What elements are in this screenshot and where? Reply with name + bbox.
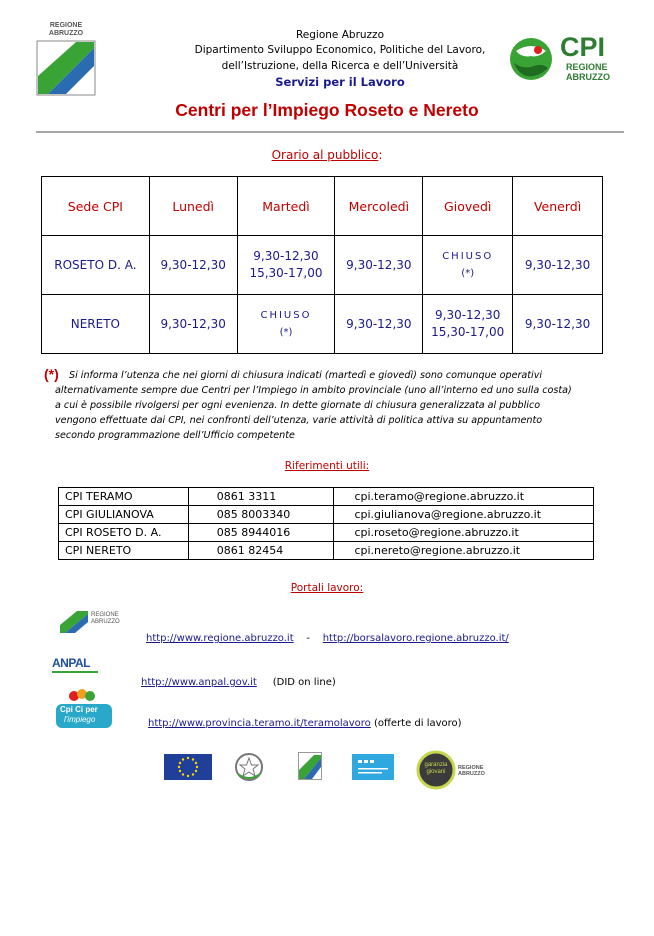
regione-badge-text: REGIONE ABRUZZO xyxy=(458,765,485,777)
contact-row xyxy=(59,506,594,524)
contact-phone: 0861 3311 xyxy=(188,488,334,506)
roseto-mercoledi: 9,30-12,30 xyxy=(335,236,423,295)
nereto-giovedi-morning: 9,30-12,30 xyxy=(435,308,501,322)
dept-line-1: Dipartimento Sviluppo Economico, Politiche del Lavoro, xyxy=(194,44,486,56)
contact-name: CPI ROSETO D. A. xyxy=(59,524,189,542)
nereto-martedi xyxy=(237,295,335,354)
contact-email[interactable]: cpi.nereto@regione.abruzzo.it xyxy=(334,542,594,560)
service-name: Servizi per il Lavoro xyxy=(275,75,405,89)
orario-label: Orario al pubblico xyxy=(271,148,379,162)
roseto-venerdi: 9,30-12,30 xyxy=(513,236,603,295)
roseto-martedi-morning: 9,30-12,30 xyxy=(253,249,319,263)
contact-email[interactable]: cpi.teramo@regione.abruzzo.it xyxy=(334,488,594,506)
anpal-links xyxy=(141,677,336,688)
closed-label: CHIUSO xyxy=(442,251,494,262)
provincia-note: (offerte di lavoro) xyxy=(373,718,462,729)
eu-flag-icon xyxy=(164,754,212,780)
provincia-links xyxy=(148,718,462,729)
cpi-impiego-text-1: Cpi Ci per xyxy=(60,705,98,714)
cpi-logo-sub2: ABRUZZO xyxy=(566,72,610,82)
schedule-table xyxy=(41,176,603,354)
note-line-4: vengono effettuate dai CPI, nei confronti dell’utenza, varie attività di politica attiva su appuntamento xyxy=(55,415,543,426)
header-mercoledi: Mercoledì xyxy=(335,177,423,236)
logo-text: REGIONE ABRUZZO xyxy=(48,22,84,37)
contact-email[interactable]: cpi.roseto@regione.abruzzo.it xyxy=(334,524,594,542)
sede-roseto: ROSETO D. A. xyxy=(42,236,150,295)
nereto-giovedi xyxy=(423,295,513,354)
borsalavoro-link[interactable]: http://borsalavoro.regione.abruzzo.it/ xyxy=(322,633,509,644)
cpi-impiego-text-2: l'impiego xyxy=(64,715,96,724)
note-line-2: alternativamente sempre due Centri per l’Impiego in ambito provinciale (uno all’interno ed uno sulla costa) xyxy=(55,385,572,396)
org-name: Regione Abruzzo xyxy=(295,29,384,41)
regione-footer-logo xyxy=(298,752,322,780)
contact-phone: 085 8003340 xyxy=(188,506,334,524)
regione-link[interactable]: http://www.regione.abruzzo.it xyxy=(146,633,294,644)
provincia-link[interactable]: http://www.provincia.teramo.it/teramolavoro xyxy=(148,718,371,729)
nereto-mercoledi: 9,30-12,30 xyxy=(335,295,423,354)
schedule-header-row xyxy=(42,177,603,236)
contact-row xyxy=(59,488,594,506)
roseto-martedi xyxy=(237,236,335,295)
closed-note: (*) xyxy=(461,268,475,279)
note-line-5: secondo programmazione dell’Ufficio competente xyxy=(55,430,295,441)
link-separator: - xyxy=(306,633,310,644)
note-line-1: Si informa l’utenza che nei giorni di chiusura indicati (martedì e giovedì) sono comunque operativi xyxy=(69,370,543,381)
orario-colon: : xyxy=(378,148,383,162)
anpal-logo-text: ANPAL xyxy=(52,656,90,670)
header-lunedi: Lunedì xyxy=(149,177,237,236)
garanzia-giovani-logo xyxy=(416,750,484,790)
contact-row xyxy=(59,524,594,542)
closed-label: CHIUSO xyxy=(260,310,312,321)
schedule-row-roseto xyxy=(42,236,603,295)
fse-logo-icon xyxy=(352,754,394,780)
contacts-table xyxy=(58,487,594,560)
cpi-globe-icon xyxy=(508,36,554,82)
cpi-logo-text: CPI xyxy=(560,32,606,62)
contact-email[interactable]: cpi.giulianova@regione.abruzzo.it xyxy=(334,506,594,524)
regione-small-logo xyxy=(55,596,125,642)
roseto-martedi-afternoon: 15,30-17,00 xyxy=(249,266,323,280)
divider xyxy=(36,131,624,133)
regione-abruzzo-logo xyxy=(24,22,108,98)
cpi-logo xyxy=(508,32,628,92)
portali-heading: Portali lavoro: xyxy=(290,582,364,594)
page-title: Centri per l’Impiego Roseto e Nereto xyxy=(175,100,479,120)
nereto-giovedi-afternoon: 15,30-17,00 xyxy=(431,325,505,339)
roseto-lunedi: 9,30-12,30 xyxy=(149,236,237,295)
nereto-venerdi: 9,30-12,30 xyxy=(513,295,603,354)
schedule-row-nereto xyxy=(42,295,603,354)
cpi-logo-sub1: REGIONE xyxy=(566,62,608,72)
regione-links xyxy=(146,633,509,644)
regione-small-text-2: ABRUZZO xyxy=(91,619,120,625)
contact-row xyxy=(59,542,594,560)
garanzia-text: garanzia giovani xyxy=(424,762,448,775)
contact-name: CPI GIULIANOVA xyxy=(59,506,189,524)
header-venerdi: Venerdì xyxy=(513,177,603,236)
note-marker: (*) xyxy=(44,366,59,382)
anpal-logo xyxy=(52,656,104,678)
regione-small-text-1: REGIONE xyxy=(91,612,119,618)
cpi-impiego-logo xyxy=(56,688,112,730)
nereto-lunedi: 9,30-12,30 xyxy=(149,295,237,354)
header-sede: Sede CPI xyxy=(42,177,150,236)
contact-name: CPI NERETO xyxy=(59,542,189,560)
anpal-link[interactable]: http://www.anpal.gov.it xyxy=(141,677,257,688)
contact-name: CPI TERAMO xyxy=(59,488,189,506)
note-line-3: a cui è possibile rivolgersi per ogni evenienza. In dette giornate di chiusura generalizzata al pubblico xyxy=(55,400,541,411)
roseto-giovedi xyxy=(423,236,513,295)
header-giovedi: Giovedì xyxy=(423,177,513,236)
closed-note: (*) xyxy=(279,327,293,338)
riferimenti-heading: Riferimenti utili: xyxy=(284,460,370,472)
sede-nereto: NERETO xyxy=(42,295,150,354)
closure-note xyxy=(55,368,585,443)
italian-emblem-icon xyxy=(234,752,264,782)
header-martedi: Martedì xyxy=(237,177,335,236)
dept-line-2: dell’Istruzione, della Ricerca e dell’Università xyxy=(221,60,459,72)
contact-phone: 0861 82454 xyxy=(188,542,334,560)
orario-heading xyxy=(0,148,654,162)
anpal-note: (DID on line) xyxy=(272,677,336,688)
contact-phone: 085 8944016 xyxy=(188,524,334,542)
